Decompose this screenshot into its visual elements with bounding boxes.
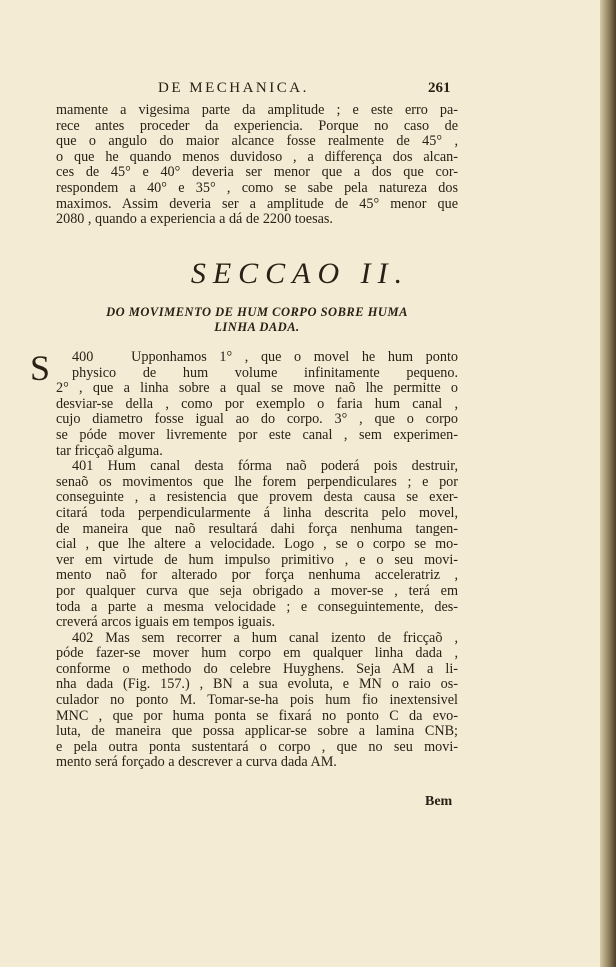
text-line: toda a parte a mesma velocidade ; e conseguintemente, des- xyxy=(56,598,458,615)
text-line: MNC , que por huma ponta se fixará no ponto C da evo- xyxy=(56,707,458,724)
running-title: DE MECHANICA. xyxy=(158,80,309,96)
text-line: ver em virtude de hum impulso primitivo , e o seu movi- xyxy=(56,551,458,568)
page-number: 261 xyxy=(428,80,451,96)
text-line: póde fazer-se mover hum corpo em qualquer linha dada , xyxy=(56,645,458,662)
drop-cap: S xyxy=(30,348,51,388)
text-line: que o angulo do maior alcance fosse realmente de 45° , xyxy=(56,133,458,150)
page-edge xyxy=(600,0,616,967)
text-line: mento naõ for alterado por força nenhuma acceleratriz , xyxy=(56,567,458,584)
text-line: de maneira que naõ resultará dahi força nenhuma tangen- xyxy=(56,520,458,537)
text-line: respondem a 40° e 35° , como se sabe pela natureza dos xyxy=(56,179,458,196)
text-line: conseguinte , a resistencia que provem desta causa se exer- xyxy=(56,489,458,506)
text-line: citará toda perpendicularmente á linha descrita pelo movel, xyxy=(56,504,458,521)
text-line: luta, de maneira que possa applicar-se sobre a lamina CNB; xyxy=(56,723,458,740)
text-line: 401 Hum canal desta fórma naõ poderá pois destruir, xyxy=(72,458,458,475)
text-line: cujo diametro fosse igual ao do corpo. 3° , que o corpo xyxy=(56,411,458,428)
text-line: culador no ponto M. Tomar-se-ha pois hum fio inextensivel xyxy=(56,692,458,709)
section-subtitle: LINHA DADA. xyxy=(214,320,300,334)
text-line: creverá arcos iguais em tempos iguais. xyxy=(56,614,276,631)
text-line: o que he quando menos duvidoso , a differença dos alcan- xyxy=(56,148,458,165)
text-line: se póde mover livremente por este canal , sem experimen- xyxy=(56,426,458,443)
text-line: 2080 , quando a experiencia a dá de 2200 toesas. xyxy=(56,211,333,228)
catchword: Bem xyxy=(425,794,453,809)
section-title: SECCAO II. xyxy=(190,257,410,290)
text-line: e pela outra ponta sustentará o corpo , que no seu movi- xyxy=(56,738,458,755)
text-line: cial , que lhe altere a velocidade. Logo , se o corpo se mo- xyxy=(56,536,458,553)
text-line: physico de hum volume infinitamente pequeno. xyxy=(72,364,458,381)
text-line: rece antes proceder da experiencia. Porque no caso de xyxy=(56,117,458,134)
text-line: senaõ os movimentos que lhe forem perpendiculares ; e por xyxy=(56,473,458,490)
text-line: 2° , que a linha sobre a qual se move naõ lhe permitte o xyxy=(56,380,458,397)
text-line: conforme o methodo do celebre Huyghens. Seja AM a li- xyxy=(56,660,458,677)
top-paragraph xyxy=(56,103,458,228)
text-line: desviar-se della , como por exemplo o faria hum canal , xyxy=(56,395,458,412)
text-line: 400 Upponhamos 1° , que o movel he hum ponto xyxy=(72,349,458,365)
text-line: maximos. Assim deveria ser a amplitude de 45° menor que xyxy=(56,195,458,212)
text-line: mamente a vigesima parte da amplitude ; e este erro pa- xyxy=(56,102,458,118)
body-text xyxy=(56,350,458,771)
section-subtitle: DO MOVIMENTO DE HUM CORPO SOBRE HUMA xyxy=(106,305,408,319)
text-line: ces de 45° e 40° deveria ser menor que a dos que cor- xyxy=(56,164,458,181)
text-line: mento será forçado a descrever a curva dada AM. xyxy=(56,754,337,771)
text-line: por qualquer curva que seja obrigado a mover-se , terá em xyxy=(56,582,458,599)
text-line: nha dada (Fig. 157.) , BN a sua evoluta, e MN o raio os- xyxy=(56,676,458,693)
text-line: 402 Mas sem recorrer a hum canal izento de fricçaõ , xyxy=(72,629,458,646)
text-line: tar fricçaõ alguma. xyxy=(56,442,163,459)
